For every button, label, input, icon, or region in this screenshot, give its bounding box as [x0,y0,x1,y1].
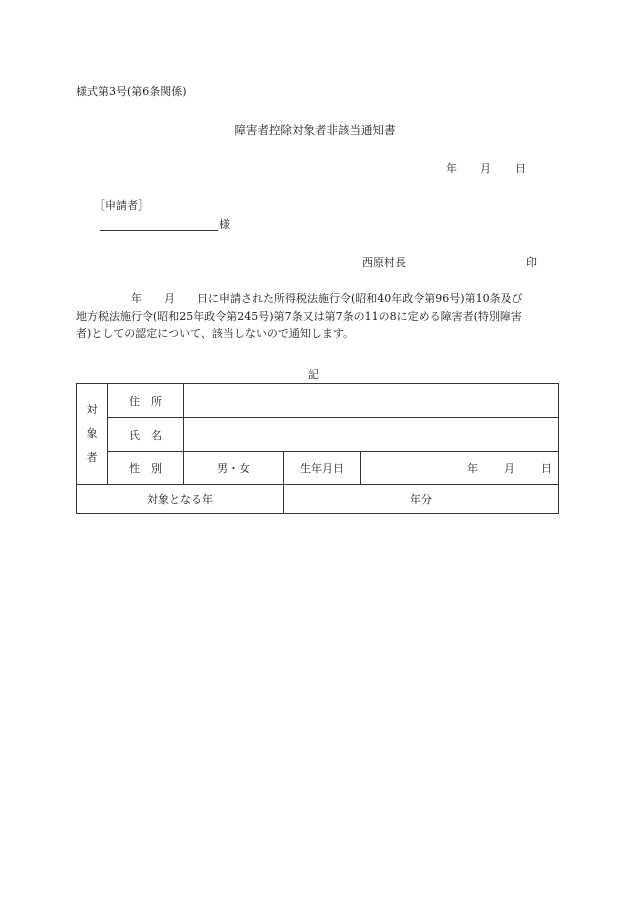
recipient-name-line [100,230,218,231]
sex-label: 性 別 [108,452,184,485]
name-label: 氏 名 [108,418,184,452]
birthdate-label: 生年月日 [284,452,361,485]
birth-month: 月 [504,462,516,475]
address-label: 住 所 [108,384,184,418]
subject-header: 対 象 者 [77,384,108,485]
issue-date-day: 日 [515,162,526,175]
birth-year: 年 [467,462,479,475]
address-field[interactable] [184,384,559,418]
form-number: 様式第3号(第6条関係) [76,85,187,98]
name-field[interactable] [184,418,559,452]
honorific-sama: 様 [219,218,230,231]
birth-day: 日 [541,462,553,475]
issuer-mayor: 西原村長 [362,256,406,269]
birthdate-field[interactable] [361,452,559,485]
issue-date-year: 年 [446,162,457,175]
target-year-field[interactable]: 年分 [284,485,559,514]
sex-value[interactable]: 男・女 [184,452,284,485]
notice-line: 地方税法施行令(昭和25年政令第245号)第7条又は第7条の11の8に定める障害者(特別障害 [76,309,522,323]
applicant-label: ［申請者］ [94,199,149,212]
document-title: 障害者控除対象者非該当通知書 [234,123,396,137]
issue-date-month: 月 [480,162,491,175]
subject-table [76,383,559,514]
notice-line: 者)としての認定について、該当しないので通知します。 [76,327,354,340]
notice-body [76,290,556,343]
target-year-label: 対象となる年 [77,485,284,514]
notice-line: 年 月 日に申請された所得税法施行令(昭和40年政令第96号)第10条及び [76,292,523,305]
ki-heading: 記 [308,368,319,381]
seal-mark: 印 [526,256,537,269]
